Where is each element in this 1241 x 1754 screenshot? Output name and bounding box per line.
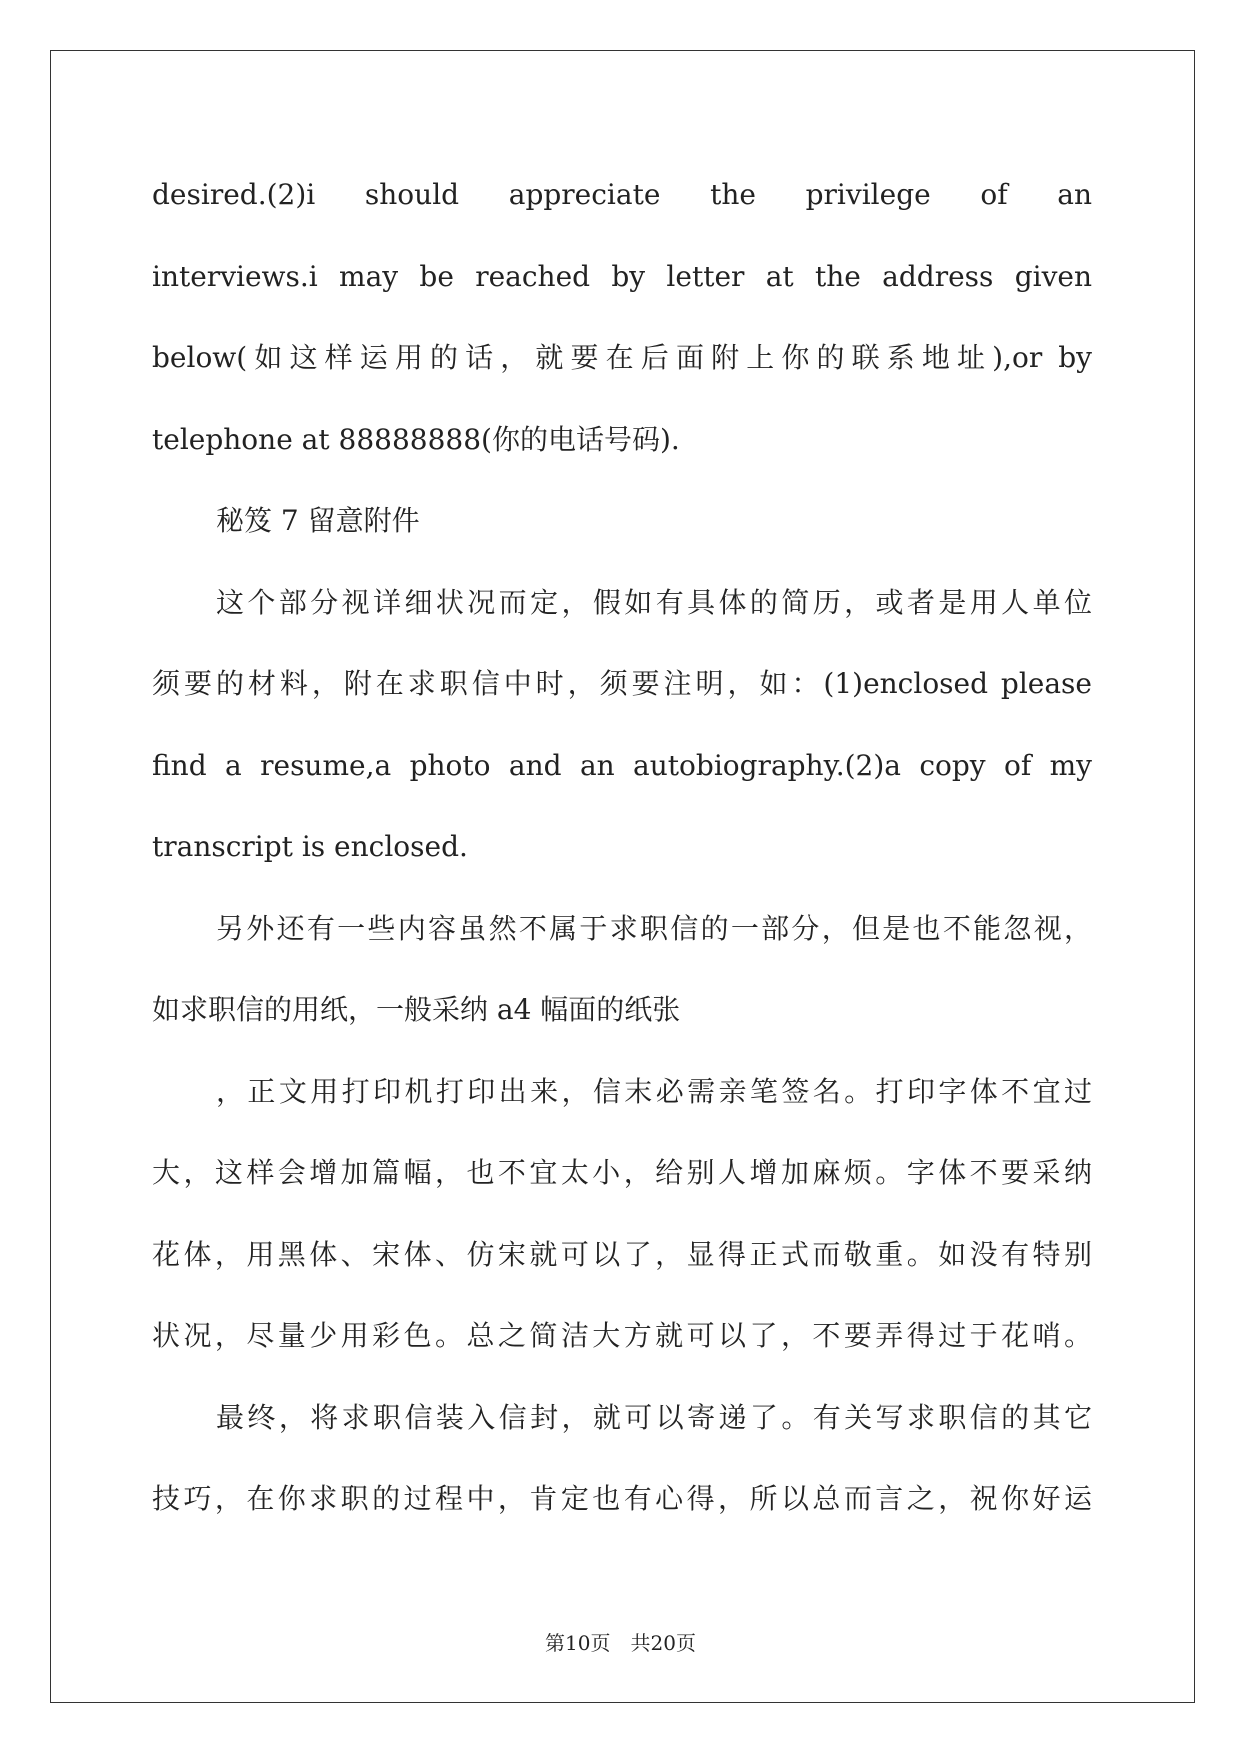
text-line: 最终，将求职信装入信封，就可以寄递了。有关写求职信的其它 — [216, 1400, 1092, 1434]
text-line: 技巧，在你求职的过程中，肯定也有心得，所以总而言之，祝你好运 — [152, 1482, 1092, 1515]
text-line: 这个部分视详细状况而定，假如有具体的简历，或者是用人单位 — [216, 585, 1092, 619]
text-line: 另外还有一些内容虽然不属于求职信的一部分，但是也不能忽视， — [216, 911, 1092, 945]
document-body — [152, 158, 1092, 1544]
text-line: interviews.i may be reached by letter at the address given — [152, 259, 1092, 293]
text-line: 状况，尽量少用彩色。总之简洁大方就可以了，不要弄得过于花哨。 — [152, 1319, 1092, 1352]
page-number: 第10页 — [545, 1631, 611, 1655]
text-line: desired.(2)i should appreciate the privilege of an — [152, 178, 1092, 211]
text-line: ，正文用打印机打印出来，信末必需亲笔签名。打印字体不宜过 — [216, 1074, 1092, 1108]
text-line: 如求职信的用纸，一般采纳 a4 幅面的纸张 — [152, 993, 681, 1026]
text-line: 须要的材料，附在求职信中时，须要注明，如：(1)enclosed please — [152, 667, 1092, 700]
page-footer — [0, 1627, 1241, 1656]
text-line: telephone at 88888888(你的电话号码). — [152, 422, 680, 456]
text-line: 花体，用黑体、宋体、仿宋就可以了，显得正式而敬重。如没有特别 — [152, 1237, 1092, 1271]
text-line: find a resume,a photo and an autobiography.(2)a copy of my — [152, 748, 1092, 782]
text-line: transcript is enclosed. — [152, 830, 468, 863]
section-heading: 秘笈 7 留意附件 — [216, 504, 420, 537]
text-line: 大，这样会增加篇幅，也不宜太小，给别人增加麻烦。字体不要采纳 — [152, 1156, 1092, 1189]
text-line: below(如这样运用的话，就要在后面附上你的联系地址),or by — [152, 341, 1092, 374]
page-total: 共20页 — [630, 1631, 696, 1655]
